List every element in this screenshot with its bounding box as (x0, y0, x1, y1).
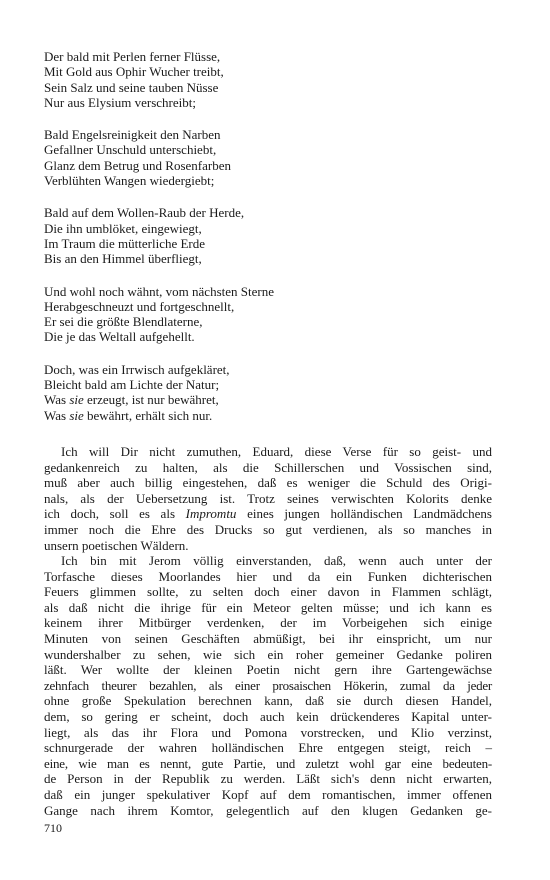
text-line: muß aber auch billig eingestehen, daß es weniger die Schuld des Origi- (44, 475, 492, 491)
poem-line-part: erzeugt, ist nur bewähret, (83, 392, 219, 408)
poem (44, 49, 492, 423)
emphasis: Impromtu (185, 506, 237, 522)
text-line: wundershalber zu sehen, wie sich ein roher gemeiner Gedanke poliren (44, 646, 492, 662)
text-part: ich doch, soll es als (44, 506, 186, 522)
poem-line (44, 392, 492, 407)
text-line: Feuers glimmen sollte, zu selten doch einer davon in Flammen schlägt, (44, 584, 492, 600)
text-line: Torfasche dieses Moorlandes hier und da ein Funken dichterischen (44, 568, 492, 584)
emphasis: sie (69, 392, 84, 408)
text-line: liegt, als das ihr Flora und Pomona vorstrecken, und Klio verzinst, (44, 724, 492, 740)
emphasis: sie (69, 407, 84, 423)
text-line: nals, als der Uebersetzung ist. Trotz seines verwischten Kolorits denke (44, 490, 492, 506)
text-line: zehnfach theurer bezahlen, als einer prosaischen Hökerin, zumal da jeder (44, 677, 492, 693)
text-line: daß ein junger spekulativer Kopf auf dem romantischen, immer offenen (44, 787, 492, 802)
text-line: keinem ihrer Mitbürger verdenken, der im Vorbeigehen sich einige (44, 615, 492, 631)
poem-line: Und wohl noch wähnt, vom nächsten Sterne (44, 283, 274, 299)
stanza (44, 49, 492, 110)
paragraph (44, 444, 492, 553)
text-line: als daß nicht die ihrige für ein Meteor gelten müsse; und ich kann es (44, 599, 492, 615)
poem-line: Bald auf dem Wollen-Raub der Herde, (44, 205, 245, 221)
poem-line (44, 408, 492, 423)
prose (44, 444, 492, 818)
text-line: läßt. Wer wollte der kleinen Poetin nicht gern ihre Gartengewächse (44, 662, 492, 678)
poem-line: Bis an den Himmel überfliegt, (44, 251, 202, 267)
text-line: gedankenreich zu halten, als die Schillerschen und Vossischen sind, (44, 459, 492, 475)
poem-line: Sein Salz und seine tauben Nüsse (44, 79, 219, 95)
stanza (44, 127, 492, 188)
text-line: unsern poetischen Wäldern. (44, 537, 189, 553)
poem-line: Nur aus Elysium verschreibt; (44, 94, 196, 110)
poem-line-part: bewährt, erhält sich nur. (83, 407, 213, 423)
text-line: ohne große Spekulation berechnen kann, daß sie durch diesen Handel, (44, 693, 492, 709)
text-line: Ich bin mit Jerom völlig einverstanden, daß, wenn auch unter der (61, 553, 492, 569)
text-part: eines jungen holländischen Landmädchens (247, 506, 492, 522)
page-number: 710 (44, 821, 62, 835)
poem-line: Verblühten Wangen wiedergiebt; (44, 173, 215, 189)
text-line: eine, wie man es nennt, gute Partie, und zuletzt wohl gar eine bedeuten- (44, 755, 492, 771)
text-line: Ich will Dir nicht zumuthen, Eduard, diese Verse für so geist- und (61, 443, 492, 459)
poem-line: Er sei die größte Blendlaterne, (44, 314, 203, 330)
text-line (44, 506, 492, 522)
poem-line: Doch, was ein Irrwisch aufgekläret, (44, 361, 230, 377)
poem-line: Gefallner Unschuld unterschiebt, (44, 142, 217, 158)
poem-line: Glanz dem Betrug und Rosenfarben (44, 157, 232, 173)
poem-line: Herabgeschneuzt und fortgeschnellt, (44, 298, 235, 314)
text-line: Gange nach ihrem Komtor, gelegentlich auf den klugen Gedanken ge- (44, 802, 492, 818)
poem-line-part: Was (44, 392, 70, 408)
poem-line: Im Traum die mütterliche Erde (44, 235, 206, 251)
poem-line: Bleicht bald am Lichte der Natur; (44, 377, 220, 393)
poem-line: Die je das Weltall aufgehellt. (44, 329, 195, 345)
poem-line: Die ihn umblöket, eingewiegt, (44, 220, 202, 236)
poem-line-part: Was (44, 407, 70, 423)
text-line: immer noch die Ehre des Drucks so gut verdienen, als so manches in (44, 521, 492, 537)
poem-line: Bald Engelsreinigkeit den Narben (44, 127, 221, 143)
page-body (44, 49, 492, 818)
stanza (44, 362, 492, 423)
stanza (44, 284, 492, 345)
stanza (44, 205, 492, 266)
text-line: de Person in der Republik zu werden. Läßt sich's denn nicht erwarten, (44, 771, 492, 787)
paragraph (44, 553, 492, 818)
text-line: dem, so gering er scheint, doch auch kein drückenderes Kapital unter- (44, 709, 492, 725)
poem-line: Mit Gold aus Ophir Wucher treibt, (44, 64, 224, 80)
text-line: schnurgerade der wahren holländischen Ehre entgegen steigt, reich – (44, 740, 492, 756)
poem-line: Der bald mit Perlen ferner Flüsse, (44, 49, 221, 64)
text-line: Minuten von seinen Geschäften abmüßigt, bei ihr einspricht, um nur (44, 631, 492, 647)
